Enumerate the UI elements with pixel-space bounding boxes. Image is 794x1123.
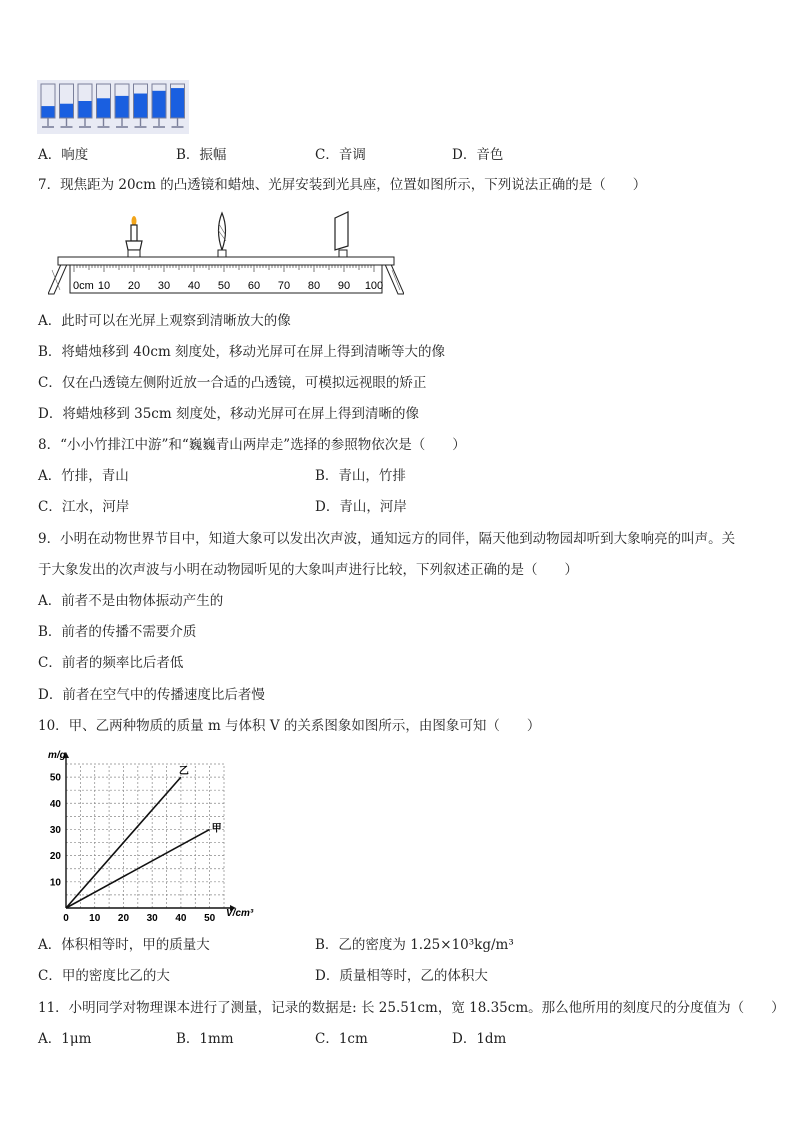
bench-label-5: 50 <box>217 280 231 292</box>
q8-option-a[interactable]: A．竹排，青山 <box>38 468 129 484</box>
right-leg <box>384 262 404 294</box>
q7-option-d[interactable]: D．将蜡烛移到 35cm 刻度处，移动光屏可在屏上得到清晰的像 <box>38 406 419 422</box>
y-tick-50: 50 <box>49 772 61 784</box>
q7-option-a[interactable]: A．此时可以在光屏上观察到清晰放大的像 <box>38 313 291 329</box>
q7-stem: 7．现焦距为 20cm 的凸透镜和蜡烛、光屏安装到光具座，位置如图所示，下列说法正确的是（ ） <box>38 177 647 193</box>
q8-option-b[interactable]: B．青山，竹排 <box>315 468 406 484</box>
series-label-2: 甲 <box>211 823 222 835</box>
x-axis-label: V/cm³ <box>226 908 254 919</box>
q9-stem-line2: 于大象发出的次声波与小明在动物园听见的大象叫声进行比较，下列叙述正确的是（ ） <box>38 562 578 578</box>
bench-label-1: 10 <box>97 280 111 292</box>
q10-option-d[interactable]: D．质量相等时，乙的体积大 <box>315 968 488 984</box>
q11-option-a[interactable]: A．1μm <box>38 1031 92 1047</box>
x-tick-0: 0 <box>63 913 69 924</box>
q6-option-a[interactable]: A．响度 <box>38 147 89 163</box>
x-tick-10: 10 <box>89 913 101 924</box>
y-tick-40: 40 <box>49 798 61 810</box>
q10-option-c[interactable]: C．甲的密度比乙的大 <box>38 968 170 984</box>
q6-option-b[interactable]: B．振幅 <box>176 147 227 163</box>
bench-label-4: 40 <box>187 280 201 292</box>
q9-stem-line1: 9．小明在动物世界节目中，知道大象可以发出次声波，通知远方的同伴，隔天他到动物园却听到大象响亮的叫声。关 <box>38 531 736 547</box>
bench-label-10: 100 <box>364 280 384 292</box>
q11-option-c[interactable]: C．1cm <box>315 1031 368 1047</box>
y-tick-30: 30 <box>49 824 61 836</box>
optical-bench-figure <box>48 210 404 300</box>
bench-rail <box>58 257 394 265</box>
q9-option-c[interactable]: C．前者的频率比后者低 <box>38 655 184 671</box>
q11-stem: 11．小明同学对物理课本进行了测量，记录的数据是: 长 25.51cm，宽 18.35cm。那么他所用的刻度尺的分度值为（ ） <box>38 1000 785 1016</box>
x-tick-20: 20 <box>117 913 130 924</box>
q7-option-c[interactable]: C．仅在凸透镜左侧附近放一合适的凸透镜，可模拟远视眼的矫正 <box>38 375 427 391</box>
q7-option-b[interactable]: B．将蜡烛移到 40cm 刻度处，移动光屏可在屏上得到清晰等大的像 <box>38 344 446 360</box>
y-tick-20: 20 <box>49 851 61 863</box>
q10-option-a[interactable]: A．体积相等时，甲的质量大 <box>38 937 210 953</box>
q6-option-d[interactable]: D．音色 <box>452 147 504 163</box>
q6-option-c[interactable]: C．音调 <box>315 147 366 163</box>
candle <box>126 216 142 257</box>
q10-option-b[interactable]: B．乙的密度为 1.25×10³kg/m³ <box>315 937 514 953</box>
mass-volume-chart <box>36 744 258 924</box>
convex-lens <box>218 213 226 257</box>
y-axis-label: m/g <box>48 750 66 761</box>
y-tick-10: 10 <box>49 877 61 889</box>
left-leg <box>48 262 68 294</box>
bench-label-9: 90 <box>337 280 351 292</box>
q8-stem: 8．“小小竹排江中游”和“巍巍青山两岸走”选择的参照物依次是（ ） <box>38 437 466 453</box>
bench-label-3: 30 <box>157 280 171 292</box>
q11-option-d[interactable]: D．1dm <box>452 1031 507 1047</box>
q10-stem: 10．甲、乙两种物质的质量 m 与体积 V 的关系图象如图所示，由图象可知（ ） <box>38 718 541 734</box>
x-tick-30: 30 <box>146 913 158 924</box>
series-label-1: 乙 <box>178 766 189 778</box>
bench-label-8: 80 <box>307 280 321 292</box>
q9-option-d[interactable]: D．前者在空气中的传播速度比后者慢 <box>38 687 265 703</box>
bench-label-7: 70 <box>277 280 291 292</box>
x-tick-50: 50 <box>204 913 216 924</box>
bench-label-0: 0cm <box>73 280 94 292</box>
bench-label-6: 60 <box>247 280 261 292</box>
q8-option-c[interactable]: C．江水，河岸 <box>38 499 130 515</box>
x-tick-40: 40 <box>175 913 187 924</box>
q8-option-d[interactable]: D．青山，河岸 <box>315 499 407 515</box>
water-glasses-figure <box>37 80 189 134</box>
light-screen <box>335 212 348 257</box>
q9-option-b[interactable]: B．前者的传播不需要介质 <box>38 624 197 640</box>
q9-option-a[interactable]: A．前者不是由物体振动产生的 <box>38 593 224 609</box>
q11-option-b[interactable]: B．1mm <box>176 1031 234 1047</box>
bench-label-2: 20 <box>127 280 141 292</box>
